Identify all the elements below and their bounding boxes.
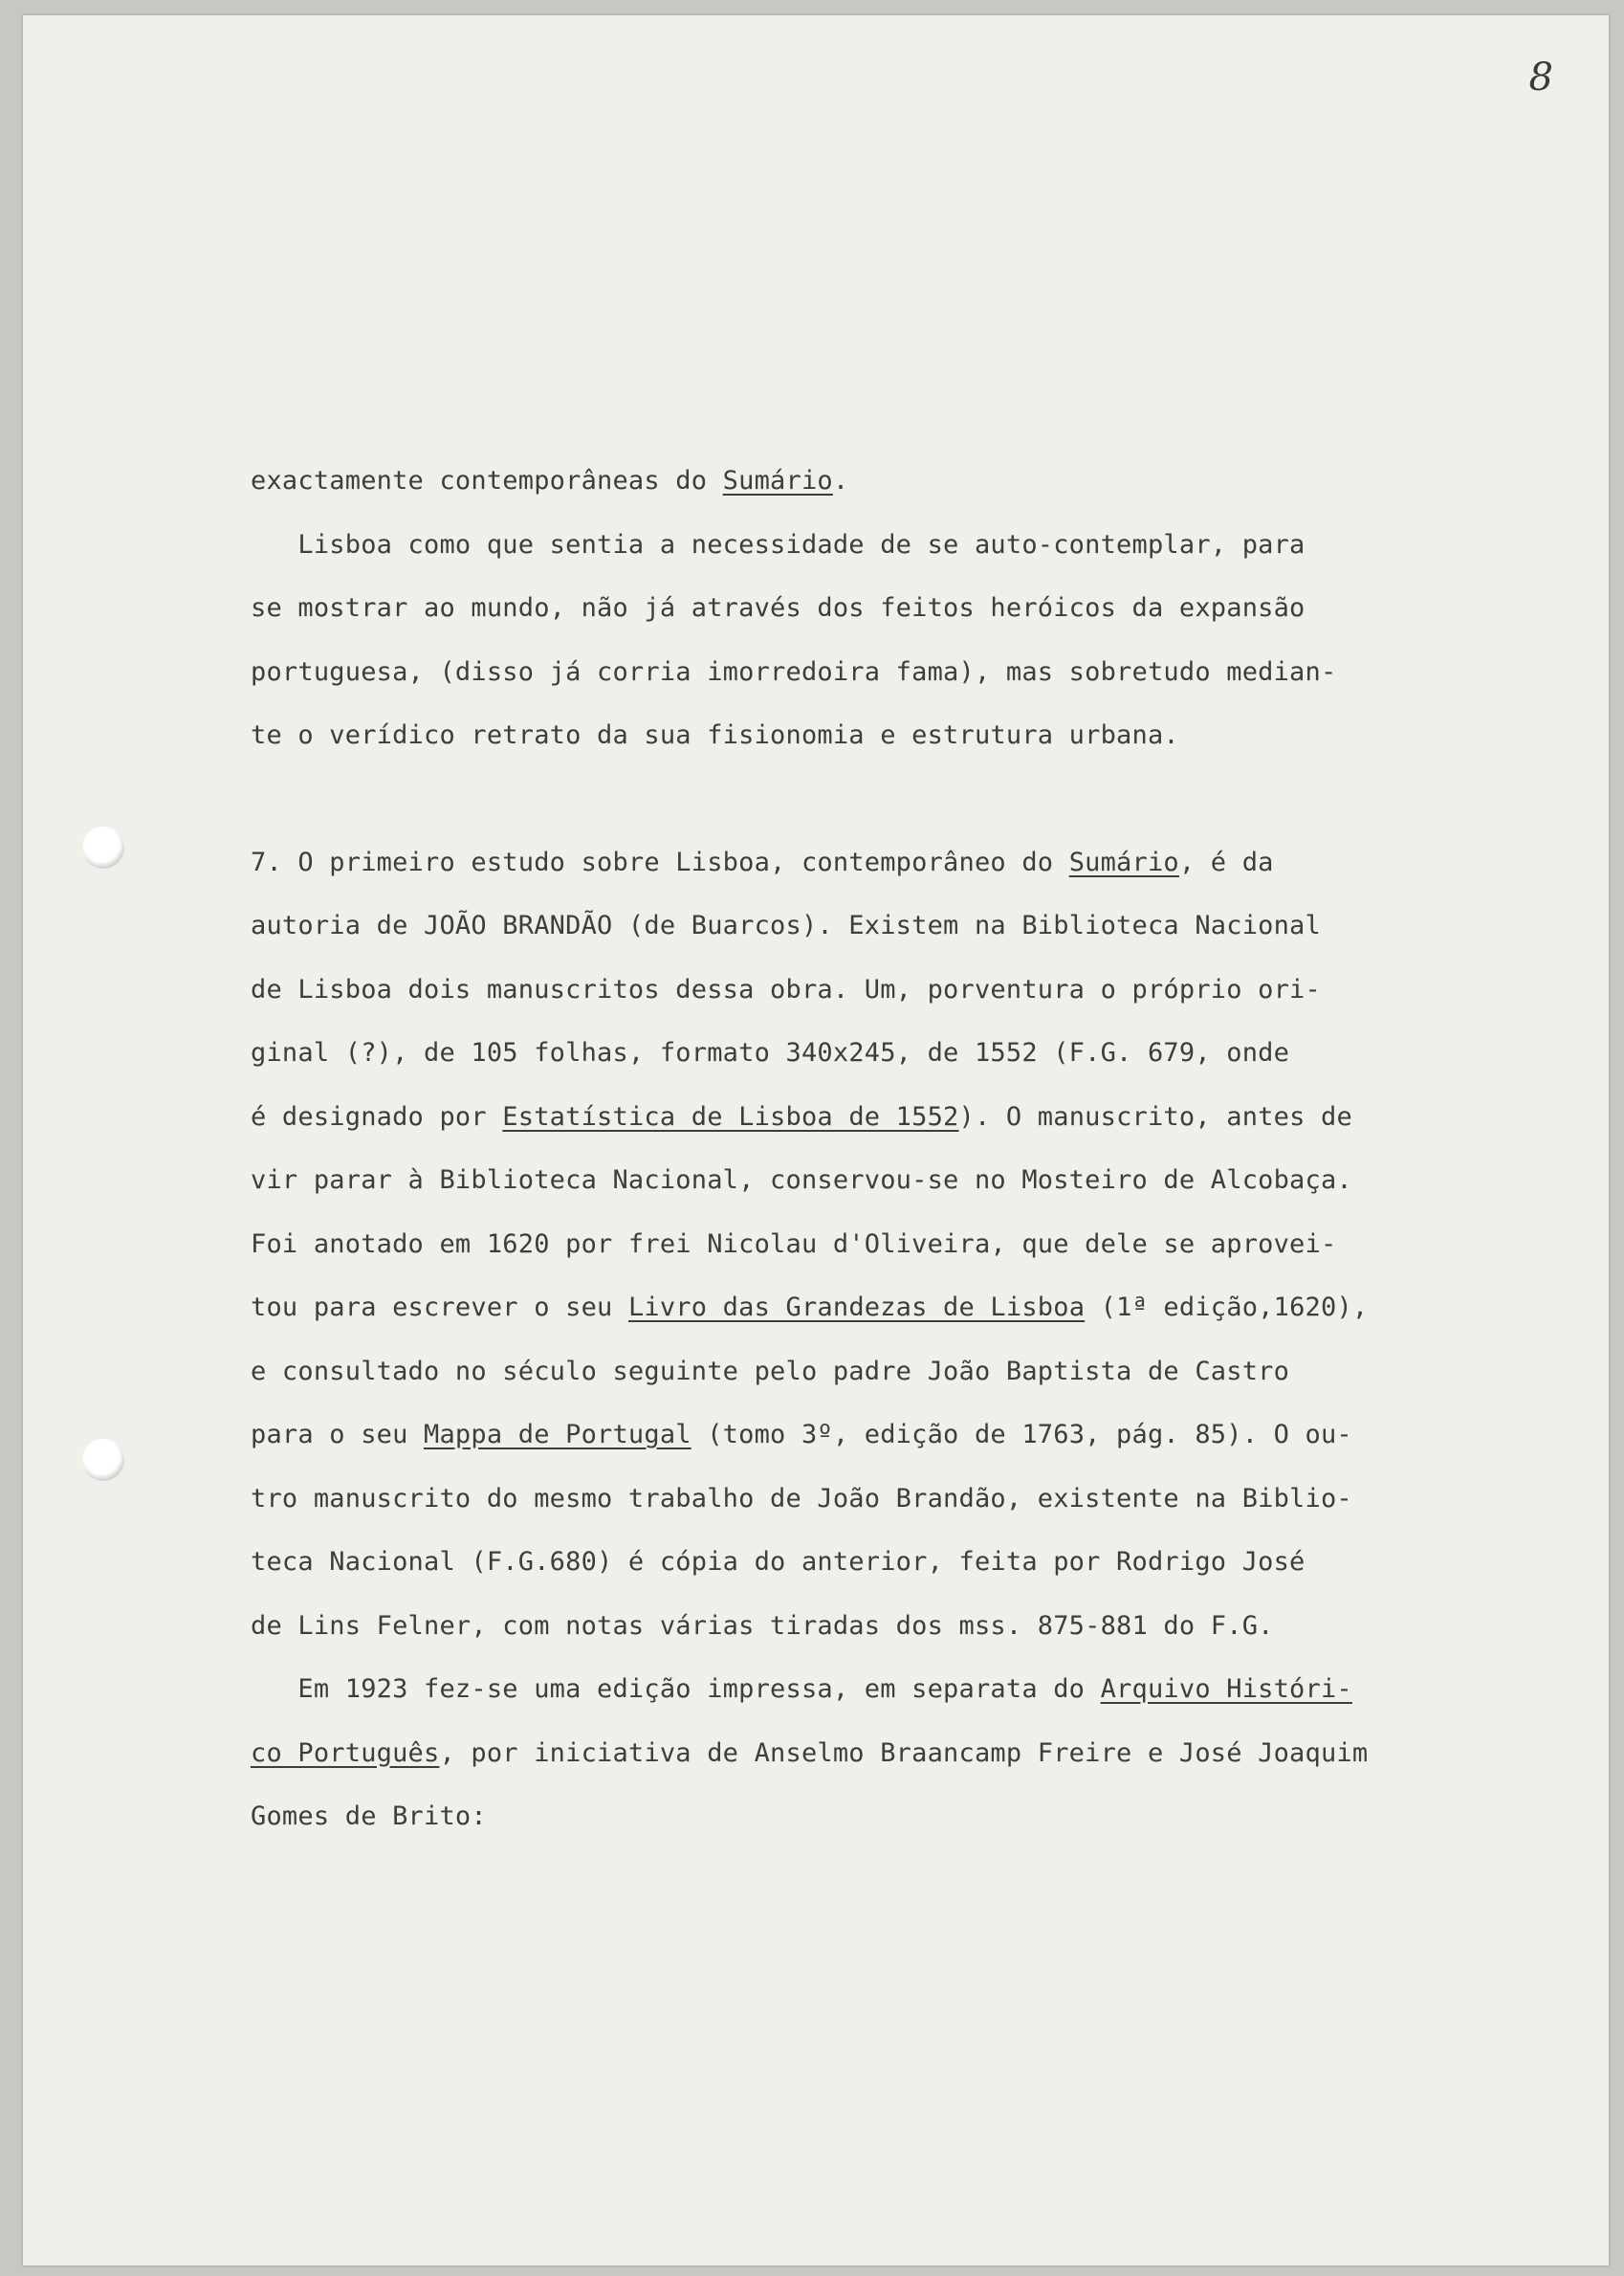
page-number: 8 [1528, 55, 1553, 99]
text-segment: exactamente contemporâneas do [251, 466, 723, 496]
underlined-title: Estatística de Lisboa de 1552 [502, 1101, 959, 1132]
text-line [251, 1276, 1532, 1340]
underlined-title: co Português [251, 1737, 440, 1768]
text-segment: tou para escrever o seu [251, 1293, 628, 1322]
underlined-title: Mappa de Portugal [424, 1420, 691, 1449]
text-segment: é designado por [251, 1101, 503, 1132]
text-line [251, 1403, 1532, 1468]
text-line: de Lins Felner, com notas várias tiradas dos mss. 875-881 do F.G. [251, 1610, 1274, 1641]
text-segment: ). O manuscrito, antes de [958, 1101, 1352, 1132]
text-segment: . [832, 466, 849, 496]
underlined-title: Arquivo Históri- [1100, 1674, 1352, 1704]
punch-hole-top [82, 827, 124, 869]
underlined-title: Livro das Grandezas de Lisboa [627, 1293, 1086, 1322]
text-line: tro manuscrito do mesmo trabalho de João Brandão, existente na Biblio- [251, 1483, 1352, 1514]
text-line: ginal (?), de 105 folhas, formato 340x245, de 1552 (F.G. 679, onde [251, 1038, 1290, 1068]
text-segment: , é da [1178, 847, 1274, 877]
text-segment: , por iniciativa de Anselmo Braancamp Freire e José Joaquim [439, 1737, 1369, 1768]
text-line [251, 831, 1532, 895]
text-segment: (1ª edição,1620), [1085, 1293, 1369, 1322]
text-line: se mostrar ao mundo, não já através dos feitos heróicos da expansão [251, 593, 1306, 623]
text-line: Lisboa como que sentia a necessidade de se auto-contemplar, para [251, 529, 1306, 560]
paragraph-gap [251, 768, 1532, 831]
text-line [251, 1658, 1532, 1722]
text-segment: Em 1923 fez-se uma edição impressa, em separata do [251, 1674, 1101, 1704]
text-line: te o verídico retrato da sua fisionomia e estrutura urbana. [251, 720, 1179, 750]
text-line: portuguesa, (disso já corria imorredoira fama), mas sobretudo median- [251, 656, 1337, 687]
text-line: teca Nacional (F.G.680) é cópia do anterior, feita por Rodrigo José [251, 1547, 1306, 1577]
text-line [251, 450, 1532, 514]
text-line: e consultado no século seguinte pelo padre João Baptista de Castro [251, 1356, 1290, 1386]
text-line: Foi anotado em 1620 por frei Nicolau d'Oliveira, que dele se aprovei- [251, 1228, 1337, 1259]
underlined-title: Sumário [722, 466, 833, 496]
typewritten-body [251, 450, 1532, 1849]
text-line: Gomes de Brito: [251, 1801, 487, 1831]
text-segment: (tomo 3º, edição de 1763, pág. 85). O ou- [691, 1420, 1352, 1449]
text-line: de Lisboa dois manuscritos dessa obra. Um, porventura o próprio ori- [251, 974, 1321, 1005]
text-line [251, 1722, 1532, 1786]
text-line [251, 1086, 1532, 1150]
punch-hole-bottom [82, 1439, 124, 1481]
text-line: autoria de JOÃO BRANDÃO (de Buarcos). Existem na Biblioteca Nacional [251, 911, 1321, 940]
underlined-title: Sumário [1068, 847, 1179, 877]
text-segment: 7. O primeiro estudo sobre Lisboa, contemporâneo do [251, 847, 1069, 877]
text-segment: para o seu [251, 1420, 425, 1449]
text-line: vir parar à Biblioteca Nacional, conservou-se no Mosteiro de Alcobaça. [251, 1165, 1352, 1195]
